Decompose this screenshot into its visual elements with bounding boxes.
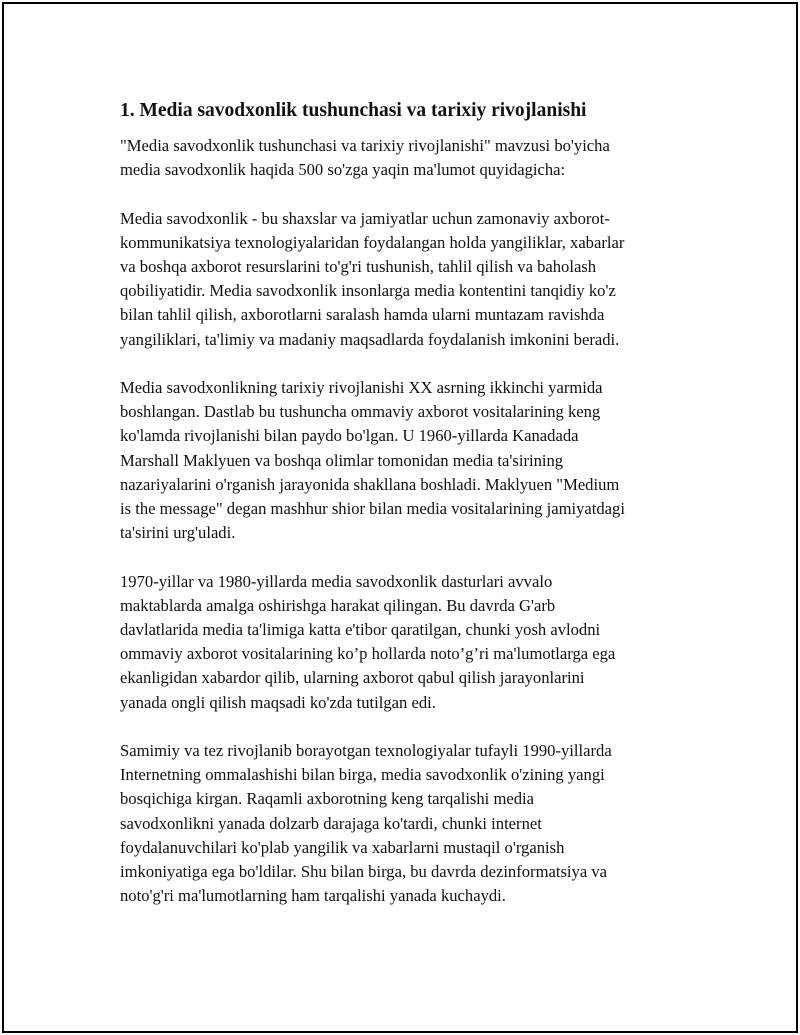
paragraph [120, 207, 690, 352]
paragraph-line: kommunikatsiya texnologiyalaridan foydalangan holda yangiliklar, xabarlar [120, 232, 625, 252]
section-heading: 1. Media savodxonlik tushunchasi va tarixiy rivojlanishi [120, 100, 587, 121]
paragraph-line: ta'sirini urg'uladi. [120, 523, 236, 543]
paragraph-line: noto'g'ri ma'lumotlarning ham tarqalishi yanada kuchaydi. [120, 886, 506, 906]
paragraph-line: ommaviy axborot vositalarining ko’p hollarda noto’g’ri ma'lumotlarga ega [120, 644, 616, 664]
paragraph-line: Media savodxonlik - bu shaxslar va jamiyatlar uchun zamonaviy axborot- [120, 208, 610, 228]
paragraph-line: nazariyalarini o'rganish jarayonida shakllana boshladi. Maklyuen "Medium [120, 474, 620, 494]
paragraph-line: imkoniyatiga ega bo'ldilar. Shu bilan birga, bu davrda dezinformatsiya va [120, 862, 608, 882]
paragraph-line: ekanligidan xabardor qilib, ularning axborot qabul qilish jarayonlarini [120, 668, 585, 688]
paragraph-line: savodxonlikni yanada dolzarb darajaga ko'tardi, chunki internet [120, 813, 542, 833]
paragraph-line: 1970-yillar va 1980-yillarda media savodxonlik dasturlari avvalo [120, 571, 553, 591]
paragraph-line: bosqichiga kirgan. Raqamli axborotning keng tarqalishi media [120, 789, 534, 809]
document-body [120, 99, 690, 933]
paragraph-line: ko'lamda rivojlanishi bilan paydo bo'lgan. U 1960-yillarda Kanadada [120, 426, 579, 446]
paragraph-line: foydalanuvchilari ko'plab yangilik va xabarlarni mustaqil o'rganish [120, 837, 565, 857]
paragraph-line: va boshqa axborot resurslarini to'g'ri tushunish, tahlil qilish va baholash [120, 257, 597, 276]
paragraph-line: is the message" degan mashhur shior bilan media vositalarining jamiyatdagi [120, 499, 625, 519]
paragraph-line: "Media savodxonlik tushunchasi va tarixiy rivojlanishi" mavzusi bo'yicha [120, 136, 610, 155]
paragraph-line: yangiliklari, ta'limiy va madaniy maqsadlarda foydalanish imkonini beradi. [120, 329, 620, 349]
page-frame [2, 2, 798, 1033]
paragraph-line: davlatlarida media ta'limiga katta e'tibor qaratilgan, chunki yosh avlodni [120, 620, 601, 640]
paragraph-line: yanada ongli qilish maqsadi ko'zda tutilgan edi. [120, 692, 436, 712]
paragraph-line: Media savodxonlikning tarixiy rivojlanishi XX asrning ikkinchi yarmida [120, 378, 603, 397]
paragraph-line: Marshall Maklyuen va boshqa olimlar tomonidan media ta'sirining [120, 450, 564, 470]
paragraph-line: qobiliyatidir. Media savodxonlik insonlarga media kontentini tanqidiy ko'z [120, 281, 616, 301]
paragraph [120, 134, 690, 182]
paragraph-line: Samimiy va tez rivojlanib borayotgan texnologiyalar tufayli 1990-yillarda [120, 741, 612, 761]
paragraph [120, 376, 690, 545]
paragraph-line: media savodxonlik haqida 500 so'zga yaqin ma'lumot quyidagicha: [120, 160, 566, 180]
paragraph [120, 739, 690, 908]
paragraph-line: boshlangan. Dastlab bu tushuncha ommaviy axborot vositalarining keng [120, 402, 601, 422]
paragraph [120, 570, 690, 715]
paragraph-line: Internetning ommalashishi bilan birga, media savodxonlik o'zining yangi [120, 765, 605, 785]
paragraph-list [120, 134, 690, 908]
paragraph-line: maktablarda amalga oshirishga harakat qilingan. Bu davrda G'arb [120, 595, 556, 615]
paragraph-line: bilan tahlil qilish, axborotlarni saralash hamda ularni muntazam ravishda [120, 305, 605, 325]
